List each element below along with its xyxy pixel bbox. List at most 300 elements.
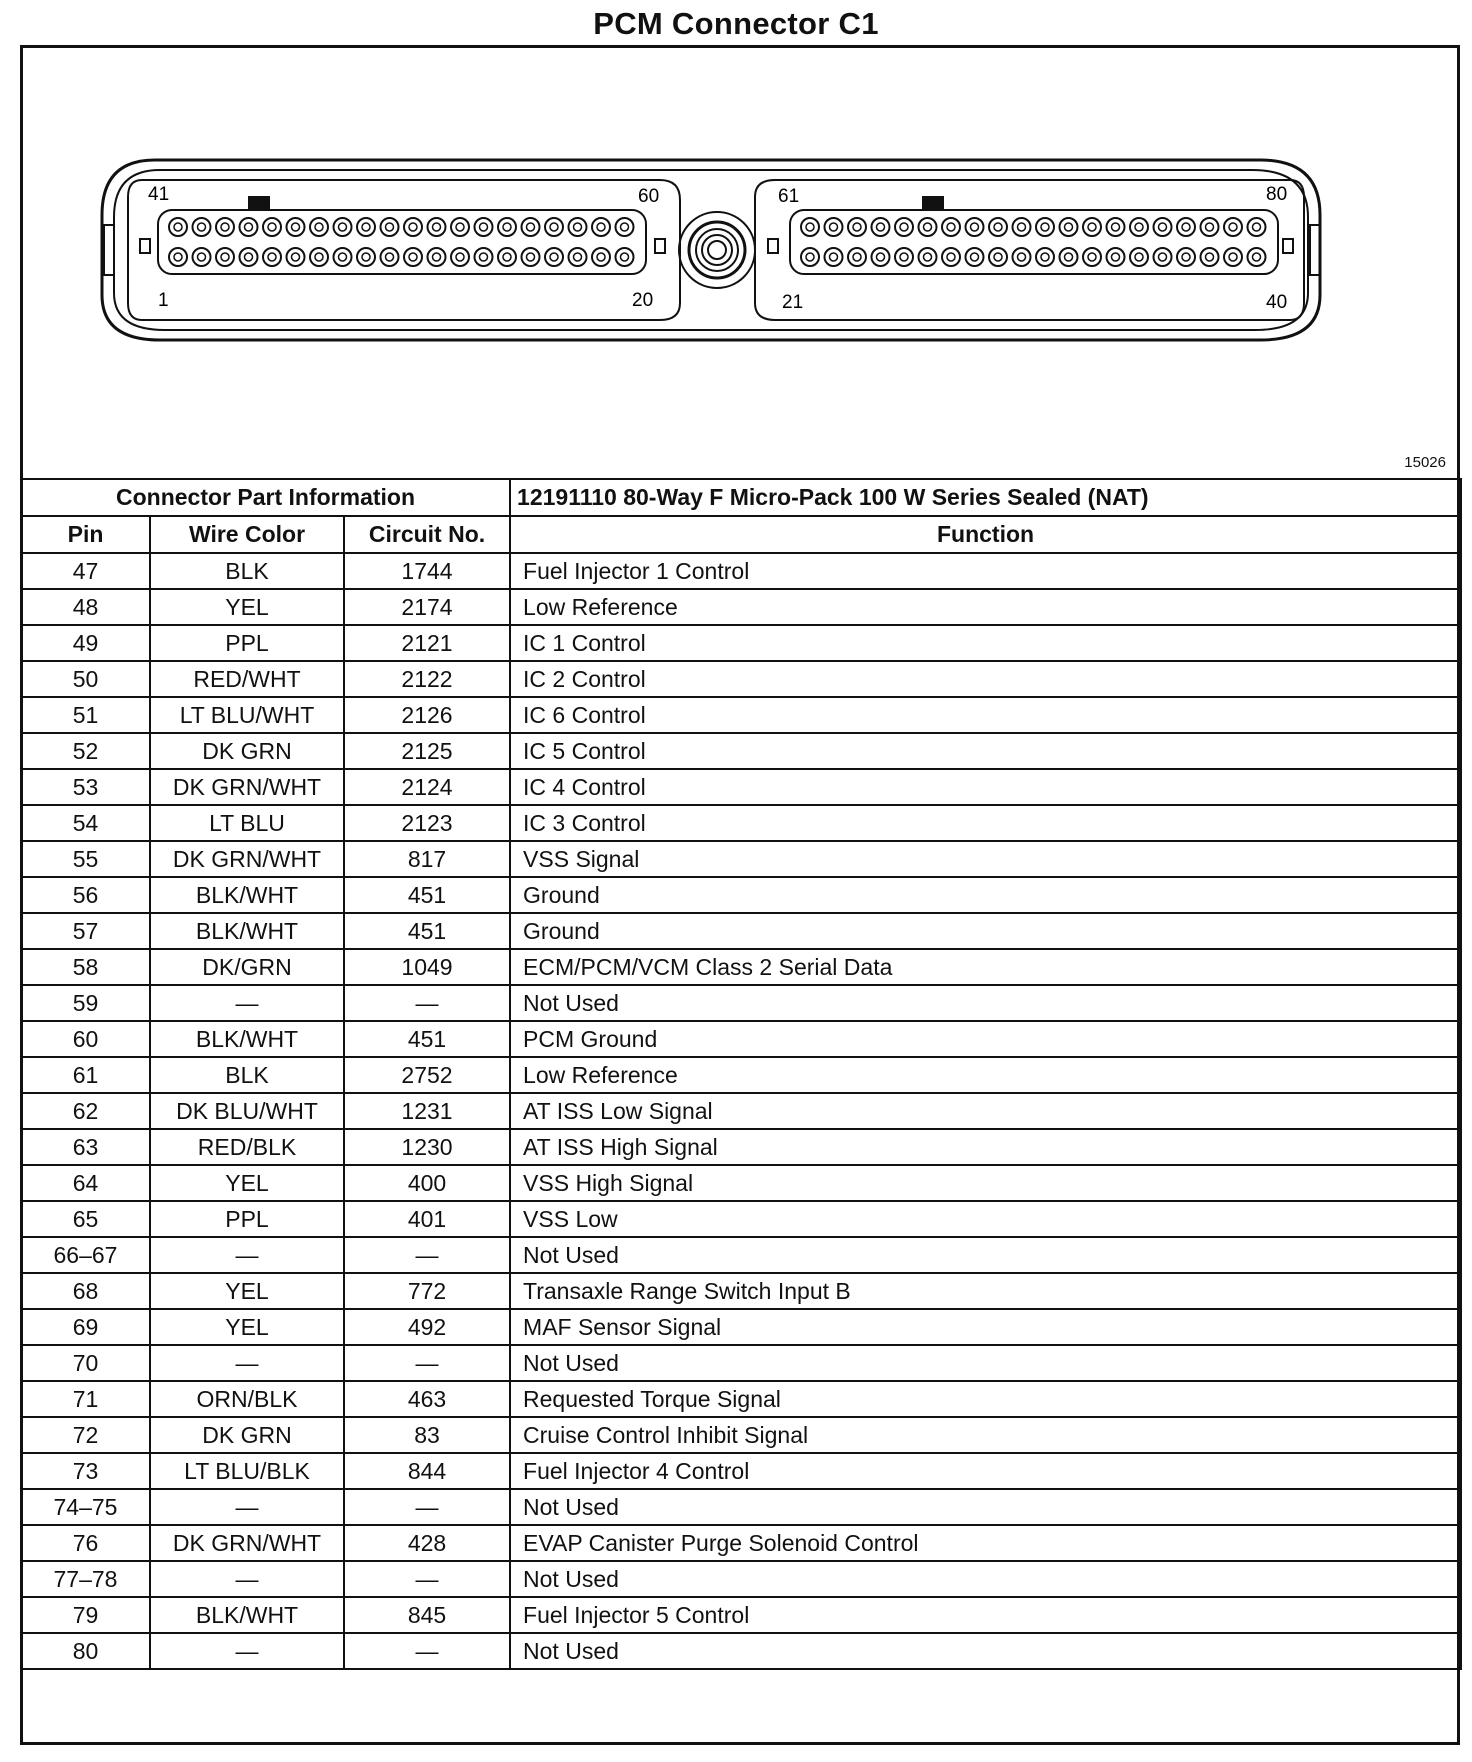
left-pin-contact (456, 253, 464, 261)
function-cell: Ground (510, 913, 1461, 949)
circuit-cell: 2126 (344, 697, 510, 733)
left-pin-cavity (310, 248, 328, 266)
right-pin-cavity (1201, 248, 1219, 266)
table-row (21, 553, 1461, 589)
circuit-cell: 1049 (344, 949, 510, 985)
circuit-cell: 492 (344, 1309, 510, 1345)
left-pin-contact (550, 223, 558, 231)
left-pin-cavity (592, 248, 610, 266)
function-cell: Low Reference (510, 1057, 1461, 1093)
right-pin-cavity (1248, 218, 1266, 236)
left-pin-cavity (475, 248, 493, 266)
pin-label-41: 41 (148, 184, 170, 205)
table-row (21, 1273, 1461, 1309)
circuit-cell: — (344, 1561, 510, 1597)
wire-color-cell: YEL (150, 589, 344, 625)
right-pin-cavity (1060, 248, 1078, 266)
left-pin-cavity (381, 218, 399, 236)
right-pin-contact (1065, 253, 1073, 261)
pinout-table (20, 478, 1462, 1670)
right-pin-contact (1041, 223, 1049, 231)
left-pin-cavity (545, 248, 563, 266)
circuit-cell: 2752 (344, 1057, 510, 1093)
wire-color-cell: RED/WHT (150, 661, 344, 697)
wire-color-cell: BLK (150, 1057, 344, 1093)
left-pin-cavity (404, 218, 422, 236)
function-cell: Low Reference (510, 589, 1461, 625)
right-key-a (768, 239, 778, 253)
left-polarity-tab (248, 196, 270, 210)
left-pin-contact (174, 223, 182, 231)
right-cavity (755, 180, 1304, 320)
pin-label-1: 1 (158, 290, 169, 311)
pin-cell: 80 (21, 1633, 150, 1669)
function-cell: Not Used (510, 1561, 1461, 1597)
table-row (21, 1597, 1461, 1633)
circuit-cell: 451 (344, 1021, 510, 1057)
left-pin-contact (198, 223, 206, 231)
right-pin-cavity (825, 248, 843, 266)
wire-color-cell: DK GRN/WHT (150, 841, 344, 877)
wire-color-cell: BLK (150, 553, 344, 589)
center-bolt-ring-3 (702, 235, 732, 265)
left-pin-cavity (310, 218, 328, 236)
left-pin-contact (292, 253, 300, 261)
right-pin-contact (1206, 253, 1214, 261)
pin-cell: 60 (21, 1021, 150, 1057)
left-pin-contact (574, 223, 582, 231)
left-pin-contact (597, 223, 605, 231)
right-pin-cavity (1083, 248, 1101, 266)
left-pin-cavity (522, 248, 540, 266)
pin-cell: 73 (21, 1453, 150, 1489)
right-pin-cavity (1060, 218, 1078, 236)
right-pin-contact (1135, 223, 1143, 231)
table-row (21, 1237, 1461, 1273)
right-pin-contact (806, 253, 814, 261)
pin-label-60: 60 (638, 186, 660, 207)
wire-color-cell: RED/BLK (150, 1129, 344, 1165)
function-cell: IC 2 Control (510, 661, 1461, 697)
pin-cell: 76 (21, 1525, 150, 1561)
right-pin-contact (1253, 253, 1261, 261)
pin-cell: 50 (21, 661, 150, 697)
table-row (21, 1021, 1461, 1057)
wire-color-cell: BLK/WHT (150, 1597, 344, 1633)
wire-color-cell: — (150, 1489, 344, 1525)
right-pin-cavity (919, 248, 937, 266)
right-pin-contact (1112, 253, 1120, 261)
pin-cell: 66–67 (21, 1237, 150, 1273)
right-pin-contact (877, 223, 885, 231)
left-pin-cavity (216, 248, 234, 266)
table-row (21, 805, 1461, 841)
function-cell: IC 5 Control (510, 733, 1461, 769)
function-cell: MAF Sensor Signal (510, 1309, 1461, 1345)
wire-color-cell: LT BLU/BLK (150, 1453, 344, 1489)
right-pin-contact (1041, 253, 1049, 261)
circuit-cell: 451 (344, 877, 510, 913)
left-pin-contact (268, 223, 276, 231)
pin-cell: 61 (21, 1057, 150, 1093)
circuit-cell: 1231 (344, 1093, 510, 1129)
function-cell: Requested Torque Signal (510, 1381, 1461, 1417)
left-pin-cavity (193, 218, 211, 236)
pin-cell: 56 (21, 877, 150, 913)
right-pin-cavity (1154, 218, 1172, 236)
right-pin-contact (994, 253, 1002, 261)
wire-color-cell: DK BLU/WHT (150, 1093, 344, 1129)
pin-cell: 68 (21, 1273, 150, 1309)
right-pin-cavity (1224, 218, 1242, 236)
left-pin-cavity (216, 218, 234, 236)
wire-color-cell: — (150, 1561, 344, 1597)
table-row (21, 1345, 1461, 1381)
function-cell: Not Used (510, 1633, 1461, 1669)
circuit-cell: 2123 (344, 805, 510, 841)
right-pin-cavity (801, 248, 819, 266)
connector-diagram (20, 45, 1460, 477)
left-pin-cavity (263, 248, 281, 266)
left-pin-contact (456, 223, 464, 231)
table-row (21, 1093, 1461, 1129)
table-row (21, 1561, 1461, 1597)
wire-color-cell: DK GRN (150, 1417, 344, 1453)
right-pin-contact (1253, 223, 1261, 231)
function-cell: Not Used (510, 1345, 1461, 1381)
left-pin-cavity (569, 218, 587, 236)
circuit-cell: 451 (344, 913, 510, 949)
function-cell: Transaxle Range Switch Input B (510, 1273, 1461, 1309)
connector-drawing (20, 45, 1460, 477)
left-pin-contact (339, 253, 347, 261)
pin-cell: 58 (21, 949, 150, 985)
right-pin-cavity (872, 218, 890, 236)
right-pin-contact (924, 253, 932, 261)
right-pin-contact (1088, 223, 1096, 231)
function-cell: AT ISS High Signal (510, 1129, 1461, 1165)
left-pin-contact (386, 223, 394, 231)
pin-cell: 57 (21, 913, 150, 949)
housing-inner (114, 170, 1308, 330)
function-cell: Cruise Control Inhibit Signal (510, 1417, 1461, 1453)
left-pin-contact (221, 253, 229, 261)
right-pin-cavity (989, 248, 1007, 266)
right-pin-contact (1159, 223, 1167, 231)
left-pin-contact (362, 223, 370, 231)
housing-outer (102, 160, 1320, 340)
table-row (21, 985, 1461, 1021)
left-pin-cavity (287, 248, 305, 266)
circuit-cell: 1230 (344, 1129, 510, 1165)
pin-label-21: 21 (782, 292, 804, 313)
center-bolt-ring (689, 222, 745, 278)
wire-color-cell: LT BLU/WHT (150, 697, 344, 733)
table-row (21, 949, 1461, 985)
pin-cell: 55 (21, 841, 150, 877)
pin-label-61: 61 (778, 186, 800, 207)
pin-rows (21, 553, 1461, 1669)
pin-cell: 65 (21, 1201, 150, 1237)
wire-color-cell: BLK/WHT (150, 1021, 344, 1057)
col-header-pin: Pin (21, 516, 150, 553)
left-pin-cavity (404, 248, 422, 266)
pin-cell: 49 (21, 625, 150, 661)
right-pin-cavity (989, 218, 1007, 236)
left-pin-cavity (498, 248, 516, 266)
table-row (21, 1165, 1461, 1201)
left-pin-contact (503, 223, 511, 231)
wire-color-cell: ORN/BLK (150, 1381, 344, 1417)
latch-left (104, 225, 114, 275)
left-pin-cavity (616, 218, 634, 236)
left-pin-contact (221, 223, 229, 231)
right-pin-cavity (872, 248, 890, 266)
circuit-cell: 1744 (344, 553, 510, 589)
table-row (21, 625, 1461, 661)
wire-color-cell: LT BLU (150, 805, 344, 841)
wire-color-cell: — (150, 1345, 344, 1381)
right-pin-contact (1065, 223, 1073, 231)
function-cell: VSS High Signal (510, 1165, 1461, 1201)
circuit-cell: 400 (344, 1165, 510, 1201)
right-pin-cavity (942, 218, 960, 236)
right-pin-contact (971, 223, 979, 231)
table-row (21, 733, 1461, 769)
left-pin-cavity (475, 218, 493, 236)
wire-color-cell: DK/GRN (150, 949, 344, 985)
table-row (21, 697, 1461, 733)
right-pin-cavity (1083, 218, 1101, 236)
left-pin-cavity (522, 218, 540, 236)
right-pin-contact (900, 223, 908, 231)
function-cell: Not Used (510, 985, 1461, 1021)
left-pin-contact (574, 253, 582, 261)
circuit-cell: — (344, 985, 510, 1021)
right-pin-contact (853, 223, 861, 231)
pin-cell: 79 (21, 1597, 150, 1633)
right-pin-cavity (942, 248, 960, 266)
left-pin-contact (480, 223, 488, 231)
table-row (21, 1057, 1461, 1093)
column-header-row (21, 516, 1461, 553)
right-pin-contact (1018, 253, 1026, 261)
left-pin-cavity (569, 248, 587, 266)
connector-info-label: Connector Part Information (21, 479, 510, 516)
wire-color-cell: PPL (150, 1201, 344, 1237)
wire-color-cell: PPL (150, 625, 344, 661)
pin-cell: 48 (21, 589, 150, 625)
pin-cell: 54 (21, 805, 150, 841)
wire-color-cell: — (150, 1237, 344, 1273)
left-key-a (140, 239, 150, 253)
wire-color-cell: DK GRN/WHT (150, 769, 344, 805)
table-row (21, 1633, 1461, 1669)
right-pin-cavity (966, 248, 984, 266)
right-pin-contact (1206, 223, 1214, 231)
left-pin-cavity (616, 248, 634, 266)
left-pin-contact (527, 223, 535, 231)
right-pin-contact (947, 223, 955, 231)
right-pin-contact (853, 253, 861, 261)
pin-cell: 53 (21, 769, 150, 805)
pin-cell: 59 (21, 985, 150, 1021)
left-pin-contact (198, 253, 206, 261)
left-pin-contact (503, 253, 511, 261)
right-pin-cavity (1130, 248, 1148, 266)
circuit-cell: — (344, 1633, 510, 1669)
right-pin-contact (1112, 223, 1120, 231)
function-cell: Fuel Injector 4 Control (510, 1453, 1461, 1489)
left-pin-cavity (357, 218, 375, 236)
right-pin-contact (830, 223, 838, 231)
wire-color-cell: DK GRN/WHT (150, 1525, 344, 1561)
right-pin-cavity (1013, 218, 1031, 236)
circuit-cell: 772 (344, 1273, 510, 1309)
left-pin-contact (621, 223, 629, 231)
left-pin-contact (315, 253, 323, 261)
pin-cell: 77–78 (21, 1561, 150, 1597)
col-header-function: Function (510, 516, 1461, 553)
left-pin-cavity (334, 248, 352, 266)
right-pin-contact (994, 223, 1002, 231)
table-row (21, 1309, 1461, 1345)
right-pin-cavity (848, 248, 866, 266)
circuit-cell: — (344, 1345, 510, 1381)
pin-cell: 74–75 (21, 1489, 150, 1525)
wire-color-cell: BLK/WHT (150, 913, 344, 949)
wire-color-cell: — (150, 985, 344, 1021)
left-pin-cavity (451, 248, 469, 266)
left-pin-contact (174, 253, 182, 261)
left-pin-contact (480, 253, 488, 261)
right-polarity-tab (922, 196, 944, 210)
circuit-cell: 401 (344, 1201, 510, 1237)
pin-cell: 64 (21, 1165, 150, 1201)
right-pin-contact (1229, 223, 1237, 231)
function-cell: Not Used (510, 1489, 1461, 1525)
function-cell: VSS Low (510, 1201, 1461, 1237)
left-pin-cavity (545, 218, 563, 236)
right-pin-grid (801, 218, 1266, 266)
right-pin-cavity (919, 218, 937, 236)
circuit-cell: 2174 (344, 589, 510, 625)
connector-info-row (21, 479, 1461, 516)
table-row (21, 769, 1461, 805)
right-pin-cavity (1107, 248, 1125, 266)
circuit-cell: 845 (344, 1597, 510, 1633)
wire-color-cell: BLK/WHT (150, 877, 344, 913)
left-pin-cavity (334, 218, 352, 236)
circuit-cell: — (344, 1489, 510, 1525)
left-pin-cavity (451, 218, 469, 236)
figure-number: 15026 (1404, 454, 1446, 471)
connector-info-value: 12191110 80-Way F Micro-Pack 100 W Series Sealed (NAT) (510, 479, 1461, 516)
left-key-b (655, 239, 665, 253)
left-pin-contact (339, 223, 347, 231)
left-pin-contact (268, 253, 276, 261)
right-pin-cavity (848, 218, 866, 236)
right-pin-contact (1182, 223, 1190, 231)
left-pin-contact (245, 253, 253, 261)
pin-cell: 62 (21, 1093, 150, 1129)
circuit-cell: 844 (344, 1453, 510, 1489)
left-pin-contact (245, 223, 253, 231)
pin-cell: 51 (21, 697, 150, 733)
pin-cell: 63 (21, 1129, 150, 1165)
function-cell: ECM/PCM/VCM Class 2 Serial Data (510, 949, 1461, 985)
circuit-cell: 463 (344, 1381, 510, 1417)
table-row (21, 877, 1461, 913)
right-pin-cavity (1036, 248, 1054, 266)
right-pin-cavity (1177, 218, 1195, 236)
pin-cell: 71 (21, 1381, 150, 1417)
function-cell: IC 3 Control (510, 805, 1461, 841)
left-pin-contact (433, 223, 441, 231)
table-row (21, 1453, 1461, 1489)
right-pin-contact (971, 253, 979, 261)
table-row (21, 841, 1461, 877)
left-pin-cavity (169, 248, 187, 266)
function-cell: AT ISS Low Signal (510, 1093, 1461, 1129)
left-pin-cavity (428, 218, 446, 236)
left-pin-cavity (592, 218, 610, 236)
left-pin-cavity (287, 218, 305, 236)
left-pin-contact (292, 223, 300, 231)
wire-color-cell: YEL (150, 1309, 344, 1345)
page-title: PCM Connector C1 (593, 6, 879, 41)
circuit-cell: 428 (344, 1525, 510, 1561)
function-cell: Fuel Injector 1 Control (510, 553, 1461, 589)
left-pin-contact (597, 253, 605, 261)
wire-color-cell: DK GRN (150, 733, 344, 769)
table-row (21, 1489, 1461, 1525)
left-pin-contact (362, 253, 370, 261)
left-pin-contact (409, 253, 417, 261)
pin-cell: 72 (21, 1417, 150, 1453)
left-pin-contact (315, 223, 323, 231)
function-cell: Not Used (510, 1237, 1461, 1273)
wire-color-cell: — (150, 1633, 344, 1669)
right-pin-contact (1135, 253, 1143, 261)
right-pin-cavity (1177, 248, 1195, 266)
function-cell: PCM Ground (510, 1021, 1461, 1057)
right-pin-contact (830, 253, 838, 261)
right-pin-cavity (1107, 218, 1125, 236)
right-pin-contact (947, 253, 955, 261)
right-pin-cavity (1036, 218, 1054, 236)
left-pin-cavity (498, 218, 516, 236)
left-pin-contact (527, 253, 535, 261)
table-row (21, 589, 1461, 625)
pin-cell: 47 (21, 553, 150, 589)
right-pin-cavity (1248, 248, 1266, 266)
table-row (21, 1129, 1461, 1165)
center-bolt-core (708, 241, 726, 259)
right-pin-contact (1182, 253, 1190, 261)
pin-label-20: 20 (632, 290, 654, 311)
right-pin-contact (924, 223, 932, 231)
right-pin-contact (900, 253, 908, 261)
function-cell: Ground (510, 877, 1461, 913)
right-pin-cavity (1154, 248, 1172, 266)
table-row (21, 913, 1461, 949)
pin-label-80: 80 (1266, 184, 1288, 205)
table-row (21, 1417, 1461, 1453)
circuit-cell: 83 (344, 1417, 510, 1453)
circuit-cell: 2125 (344, 733, 510, 769)
function-cell: IC 1 Control (510, 625, 1461, 661)
